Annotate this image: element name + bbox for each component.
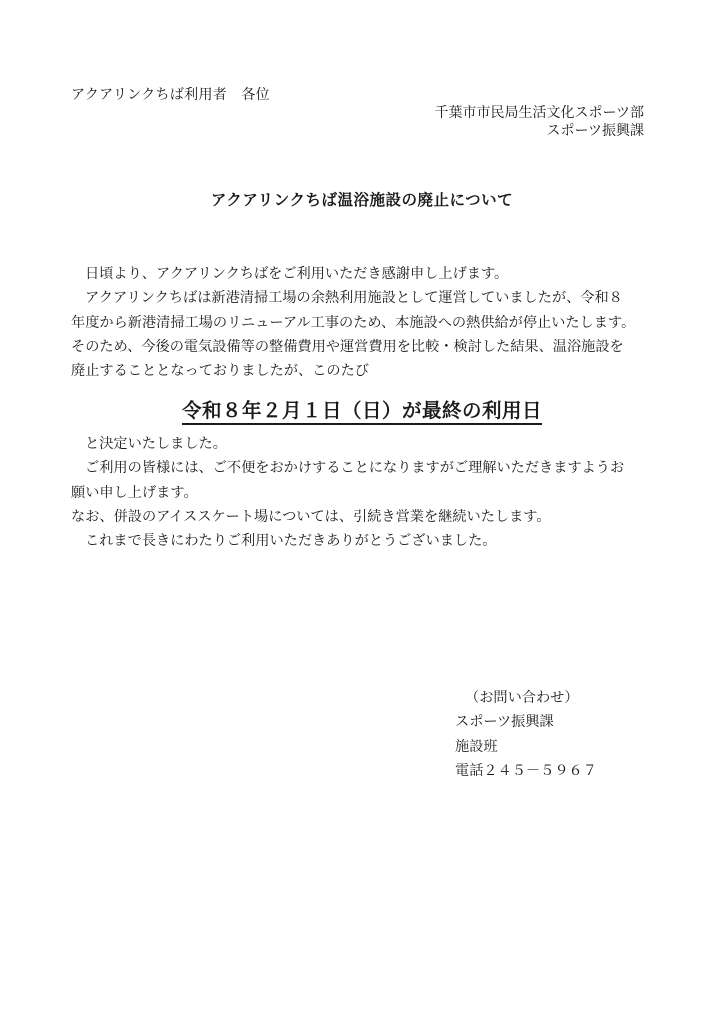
sender-department: 千葉市市民局生活文化スポーツ部 [434, 105, 644, 121]
intro-paragraph [71, 262, 671, 383]
closing-paragraph [71, 432, 671, 553]
contact-team: 施設班 [455, 738, 498, 755]
closing-line: 願い申し上げます。 [71, 484, 198, 501]
final-date-text: 令和８年２月１日（日）が最終の利用日 [182, 399, 542, 425]
contact-block [455, 686, 597, 783]
closing-line: これまで長きにわたりご利用いただきありがとうございました。 [85, 533, 497, 550]
contact-section: スポーツ振興課 [455, 714, 554, 731]
addressee: アクアリンクちば利用者 各位 [71, 87, 270, 103]
contact-phone: 電話２４５－５９６７ [455, 762, 597, 779]
sender-section: スポーツ振興課 [546, 123, 644, 139]
intro-line: 日頃より、アクアリンクちばをご利用いただき感謝申し上げます。 [85, 266, 509, 282]
closing-line: なお、併設のアイススケート場については、引続き営業を継続いたします。 [71, 508, 551, 525]
closing-line: ご利用の皆様には、ご不便をおかけすることになりますがご理解いただきますようお [85, 460, 625, 477]
closing-line: と決定いたしました。 [85, 436, 227, 452]
intro-line: アクアリンクちばは新港清掃工場の余熱利用施設として運営していましたが、令和８ [85, 290, 623, 307]
intro-line: 廃止することとなっておりましたが、このたび [71, 363, 369, 380]
final-date-headline [0, 395, 724, 423]
sender-block [435, 104, 644, 140]
intro-line: そのため、今後の電気設備等の整備費用や運営費用を比較・検討した結果、温浴施設を [71, 338, 624, 355]
intro-line: 年度から新港清掃工場のリニューアル工事のため、本施設への熱供給が停止いたします。 [71, 314, 636, 331]
notice-title: アクアリンクちば温浴施設の廃止について [210, 191, 514, 209]
contact-heading: （お問い合わせ） [465, 690, 579, 706]
